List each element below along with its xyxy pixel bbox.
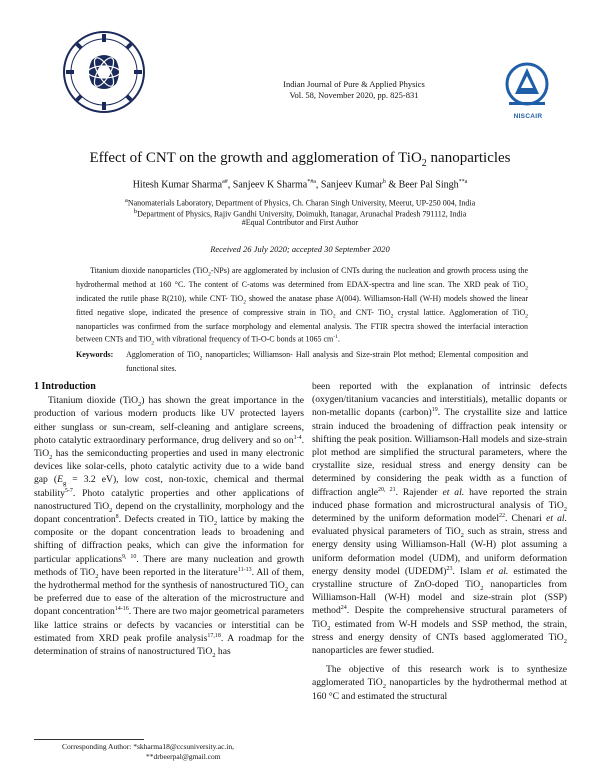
volume-info: Vol. 58, November 2020, pp. 825-831 <box>289 90 419 100</box>
author-name: Beer Pal Singh <box>398 179 459 191</box>
niscair-logo-text: NISCAIR <box>513 113 543 120</box>
received-dates: Received 26 July 2020; accepted 30 September 2020 <box>210 244 390 254</box>
niscair-logo <box>501 60 553 118</box>
footnote-rule <box>34 739 144 740</box>
author-name: Sanjeev Kumar <box>320 179 383 191</box>
journal-name: Indian Journal of Pure & Applied Physics <box>283 79 425 89</box>
intro-paragraph: Titanium dioxide (TiO$_2$) has shown the great importance in the production of various modern products like UV protected layers either sunglass or sun-cream, self-cleaning and antiglare screens, photo catalytic extraordinary performance, drug delivery and so $on^{1-4}$. TiO$_2$ has the semiconducting properties and used in many electronic devices like solar-cells, photo catalytic activity due to a wide band gap ($E_g = 3.2$ eV), low cost, non-toxic, chemical and thermal stability$^{5-7}$. Photo catalytic properties and other applications of nanostructured TiO$_2$ depend on the crystallinity, morphology and the dopant concentration$^8$. Defects created in TiO$_2$ lattice by making the composite or the dopant concentration leads to broadening and shifting of diffraction peaks, which can give the information for particular applications$^{9, 10}$. There are many nucleation and growth methods of TiO$_2$ have been reported in the literature$^{11-13}$. All of them, the hydrothermal method for the synthesis of nanostructured TiO$_2$ can be preferred due to ease of the alteration of the microstructure and dopant concentration$^{14-16}$. There are two major geometrical parameters like lattice strains or defects by vacancies or interstitial can be estimated from XRD peak profile analysis$^{17,18}$. A roadmap for the determination of strains of nanostructured TiO$_2$ has <box>34 395 305 659</box>
intro-paragraph-continued: been reported with the explanation of intrinsic defects (oxygen/titanium vacancies and interstitials), metallic dopants or non-metallic dopants (carbon)$^{19}$. The crystallite size and lattice strain induced the broadening of diffraction peak intensity or shifting the peak position. Williamson-Hall models and size-strain plot method are simplified the structural parameters, where the crystallite size, residual stress and energy density can be determined by considering the peak width as a function of diffraction angle$^{20, 21}$. Rajender et al. have reported the strain induced phase formation and microstructural analysis of TiO$_2$ determined by the uniform deformation model$^{22}$. Chenari et al. evaluated physical parameters of TiO$_2$ such as strain, stress and energy density using Williamson-Hall (W-H) plot assuming a uniform deformation model (UDM), and uniform deformation energy density model (UDEDM)$^{23}$. Islam et al. estimated the crystalline structure of ZnO-doped TiO$_2$ nanoparticles from Williamson-Hall (W-H) model and size-strain plot (SSP) method$^{24}$. Despite the comprehensive structural parameters of TiO$_2$ estimated from W-H models and SSP method, the strain, stress and energy density of CNTs based agglomerated TiO$_2$ nanoparticles are fewer studied. <box>312 381 568 657</box>
paper-title: Effect of CNT on the growth and agglomeration of TiO$_2$ nanoparticles <box>89 150 511 169</box>
objective-paragraph: The objective of this research work is to synthesize agglomerated TiO$_2$ nanoparticles by the hydrothermal method at 160 °C and estimated the structural <box>312 664 567 702</box>
body-column-right <box>312 380 567 703</box>
corresponding-author-line: Corresponding Author: *skharma18@ccsuniversity.ac.in, <box>62 742 235 751</box>
author-name: Sanjeev K Sharma <box>232 179 308 191</box>
affiliation-note: #Equal Contributor and First Author <box>241 218 359 227</box>
affiliation: $^a$Nanomaterials Laboratory, Department of Physics, Ch. Charan Singh University, Meerut, UP-250 004, India <box>124 197 476 208</box>
author-list: Hitesh Kumar Sharma$^{a\#}$, Sanjeev K Sharma$^{*\#a}$, Sanjeev Kumar$^b$ & Beer Pal Singh$^{**a}$ <box>132 179 468 191</box>
csir-logo <box>62 30 146 114</box>
keywords-text: Agglomeration of TiO$_2$ nanoparticles; Williamson- Hall analysis and Size-strain Plot method; Elemental composition and functional sites. <box>126 350 528 373</box>
abstract: Titanium dioxide nanoparticles (TiO$_2$-NPs) are agglomerated by inclusion of CNTs during the nucleation and growth process using the hydrothermal method at 160 °C. The content of C-atoms was determined from EDAX-spectra and line scan. The XRD peak of TiO$_2$ indicated the rutile phase R(210), while CNT- TiO$_2$ showed the anatase phase A(004). Williamson-Hall (W-H) models showed the linear fitted negative slope, indicated the presence of compressive strain in TiO$_2$ and CNT- TiO$_2$ crystal lattice. Agglomeration of TiO$_2$ nanoparticles was confirmed from the surface morphology and elemental analysis. The FTIR spectra showed the interfacial interaction between CNTs and TiO$_2$ with vibrational frequency of Ti-O-C bonds at 1065 $cm^{-1}$. <box>76 266 528 347</box>
author-name: Hitesh Kumar Sharma <box>132 179 223 191</box>
journal-info <box>234 79 474 101</box>
affiliation: $^b$Department of Physics, Rajiv Gandhi University, Doimukh, Itanagar, Arunachal Pradesh 791112, India <box>133 208 467 219</box>
keywords <box>76 350 528 374</box>
corresponding-author-note <box>62 742 322 762</box>
body-column-left <box>34 380 304 658</box>
keywords-label: Keywords: <box>76 350 114 359</box>
section-heading: 1 Introduction <box>34 381 96 392</box>
corresponding-author-email: **drbeerpal@gmail.com <box>146 752 221 761</box>
